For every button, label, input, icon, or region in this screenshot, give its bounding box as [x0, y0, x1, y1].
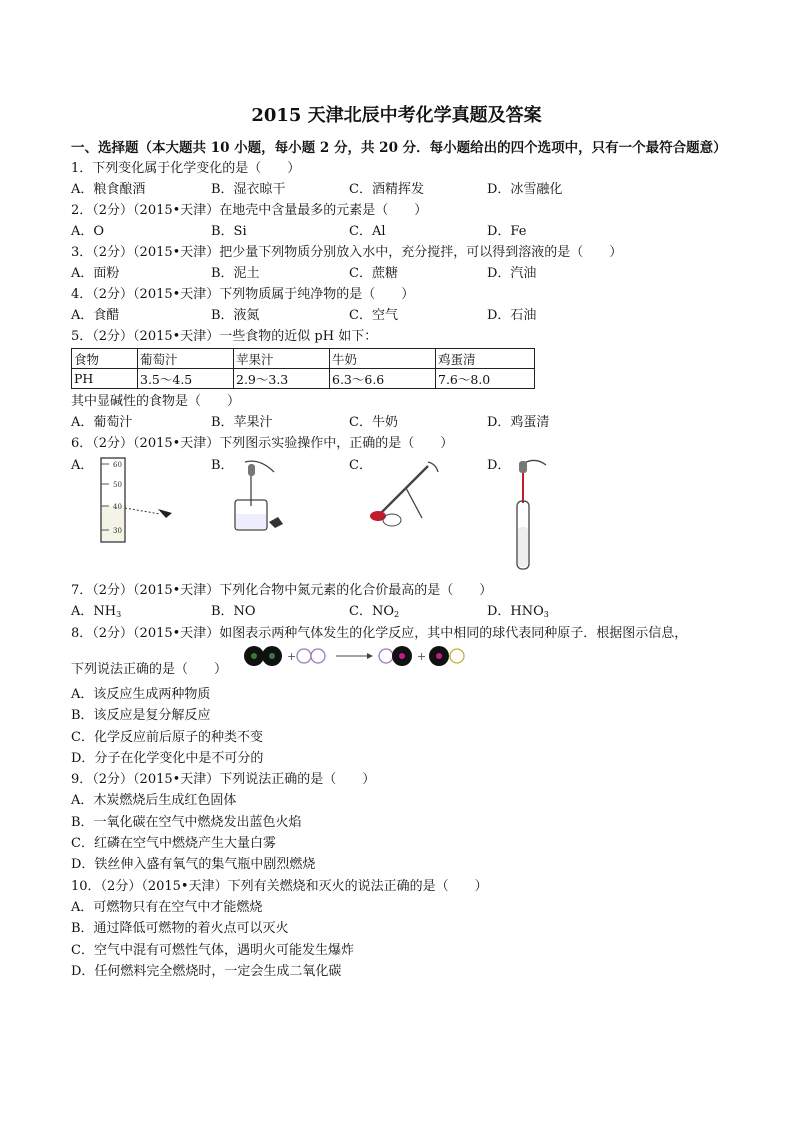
q6-option-b: B．: [211, 458, 234, 473]
q4-option-b: B．液氮: [211, 308, 260, 323]
table-cell: 6.3～6.6: [330, 369, 436, 389]
dropper-tube: [380, 466, 428, 514]
arrow-head: [367, 653, 373, 659]
q10-option-c: C．空气中混有可燃性气体，遇明火可能发生爆炸: [71, 943, 354, 958]
q7-option-a: [71, 603, 121, 624]
question-1-stem: 1．下列变化属于化学变化的是（ ）: [71, 161, 301, 176]
table-cell: 食物: [72, 349, 138, 369]
option-text: D．HNO: [487, 604, 544, 619]
q10-option-d: D．任何燃料完全燃烧时，一定会生成二氧化碳: [71, 964, 342, 979]
q4-option-a: A．食醋: [71, 308, 120, 323]
q8-option-c: C．化学反应前后原子的种类不变: [71, 730, 263, 745]
q7-option-d: [487, 603, 549, 624]
q9-option-c: C．红磷在空气中燃烧产生大量白雾: [71, 836, 276, 851]
q5-option-d: D．鸡蛋清: [487, 415, 550, 430]
table-cell: 鸡蛋清: [436, 349, 535, 369]
q5-option-c: C．牛奶: [349, 415, 398, 430]
q8-option-a: A．该反应生成两种物质: [71, 687, 211, 702]
hand-icon: [524, 460, 546, 465]
question-6-stem: 6．（2分）（2015•天津）下列图示实验操作中，正确的是（ ）: [71, 436, 454, 451]
scale-label: 60: [113, 461, 122, 469]
q10-option-a: A．可燃物只有在空气中才能燃烧: [71, 900, 263, 915]
rubber-bulb: [519, 461, 527, 473]
q3-option-c: C．蔗糖: [349, 266, 398, 281]
q10-option-b: B．通过降低可燃物的着火点可以灭火: [71, 921, 289, 936]
red-liquid-drop: [370, 511, 386, 521]
subscript: 2: [393, 610, 400, 619]
eye-icon: [158, 509, 172, 518]
vertical-tube-figure: [506, 457, 552, 573]
atom-ball: [311, 649, 325, 663]
question-8-stem-continued: 下列说法正确的是（ ）: [71, 662, 228, 677]
question-3-stem: 3．（2分）（2015•天津）把少量下列物质分别放入水中，充分搅拌，可以得到溶液的是（ ）: [71, 245, 623, 260]
sight-line: [125, 508, 160, 514]
plus-sign: +: [417, 650, 427, 663]
cylinder-liquid: [102, 506, 124, 541]
table-cell: 2.9～3.3: [234, 369, 330, 389]
q7-option-b: B．NO: [211, 604, 256, 619]
atom-ball: [379, 649, 393, 663]
q9-option-d: D．铁丝伸入盛有氧气的集气瓶中剧烈燃烧: [71, 857, 316, 872]
page-title: 2015 天津北辰中考化学真题及答案: [251, 105, 542, 126]
question-2-stem: 2．（2分）（2015•天津）在地壳中含量最多的元素是（ ）: [71, 203, 428, 218]
tube-liquid: [518, 527, 528, 567]
q4-option-c: C．空气: [349, 308, 398, 323]
atom-ball: [450, 649, 464, 663]
table-cell: 7.6～8.0: [436, 369, 535, 389]
q6-option-c: C．: [349, 458, 372, 473]
q1-option-a: A．粮食酿酒: [71, 182, 146, 197]
atom-highlight: [436, 653, 442, 659]
table-cell: 苹果汁: [234, 349, 330, 369]
atom-highlight: [269, 653, 275, 659]
ph-table-value-row: [72, 369, 535, 389]
option-text: C．NO: [349, 604, 394, 619]
atom-highlight: [251, 653, 257, 659]
q4-option-d: D．石油: [487, 308, 537, 323]
question-9-stem: 9．（2分）（2015•天津）下列说法正确的是（ ）: [71, 772, 376, 787]
table-cell: 葡萄汁: [138, 349, 234, 369]
stopper-icon: [269, 517, 283, 528]
q1-option-c: C．酒精挥发: [349, 182, 424, 197]
question-5-follow: 其中显碱性的食物是（ ）: [71, 394, 241, 409]
table-cell: PH: [72, 369, 138, 389]
ph-table: [71, 348, 535, 389]
hand-icon: [428, 462, 438, 472]
q5-option-b: B．苹果汁: [211, 415, 273, 430]
q6-option-d: D．: [487, 458, 511, 473]
table-cell: 牛奶: [330, 349, 436, 369]
bottle-liquid: [236, 514, 266, 529]
atom-ball: [297, 649, 311, 663]
q2-option-c: C．Al: [349, 224, 386, 239]
dropper-bottle-figure: [228, 458, 288, 534]
plus-sign: +: [287, 650, 297, 663]
test-tube: [406, 488, 422, 518]
scale-label: 30: [113, 527, 122, 535]
subscript: 3: [116, 610, 122, 619]
question-4-stem: 4．（2分）（2015•天津）下列物质属于纯净物的是（ ）: [71, 287, 415, 302]
q2-option-d: D．Fe: [487, 224, 527, 239]
q5-option-a: A．葡萄汁: [71, 415, 133, 430]
scale-label: 50: [113, 481, 122, 489]
q1-option-b: B．湿衣晾干: [211, 182, 286, 197]
subscript: 3: [543, 610, 549, 619]
lid-icon: [383, 514, 401, 526]
q3-option-d: D．汽油: [487, 266, 537, 281]
question-7-stem: 7．（2分）（2015•天津）下列化合物中氮元素的化合价最高的是（ ）: [71, 583, 493, 598]
q8-option-b: B．该反应是复分解反应: [71, 708, 211, 723]
tilted-dropper-figure: [366, 458, 446, 530]
question-5-stem: 5．（2分）（2015•天津）一些食物的近似 pH 如下：: [71, 329, 378, 344]
question-10-stem: 10．（2分）（2015•天津）下列有关燃烧和灭火的说法正确的是（ ）: [71, 879, 488, 894]
q2-option-a: A．O: [71, 224, 105, 239]
section-heading: 一、选择题（本大题共 10 小题，每小题 2 分，共 20 分．每小题给出的四个选项中，只有一个最符合题意）: [71, 140, 727, 156]
q2-option-b: B．Si: [211, 224, 247, 239]
scale-label: 40: [113, 503, 122, 511]
q1-option-d: D．冰雪融化: [487, 182, 563, 197]
table-cell: 3.5～4.5: [138, 369, 234, 389]
ph-table-header-row: [72, 349, 535, 369]
graduated-cylinder-figure: [92, 456, 182, 544]
q6-option-a: A．: [71, 458, 94, 473]
q7-option-c: [349, 603, 399, 624]
reaction-diagram: [243, 645, 468, 667]
q8-option-d: D．分子在化学变化中是不可分的: [71, 751, 264, 766]
rubber-bulb: [248, 464, 255, 476]
q3-option-a: A．面粉: [71, 266, 120, 281]
option-text: A．NH: [71, 604, 117, 619]
q3-option-b: B．泥土: [211, 266, 260, 281]
q9-option-a: A．木炭燃烧后生成红色固体: [71, 793, 237, 808]
atom-highlight: [399, 653, 405, 659]
q9-option-b: B．一氧化碳在空气中燃烧发出蓝色火焰: [71, 815, 302, 830]
question-8-stem: 8．（2分）（2015•天津）如图表示两种气体发生的化学反应，其中相同的球代表同种原子．根据图示信息，: [71, 626, 688, 641]
